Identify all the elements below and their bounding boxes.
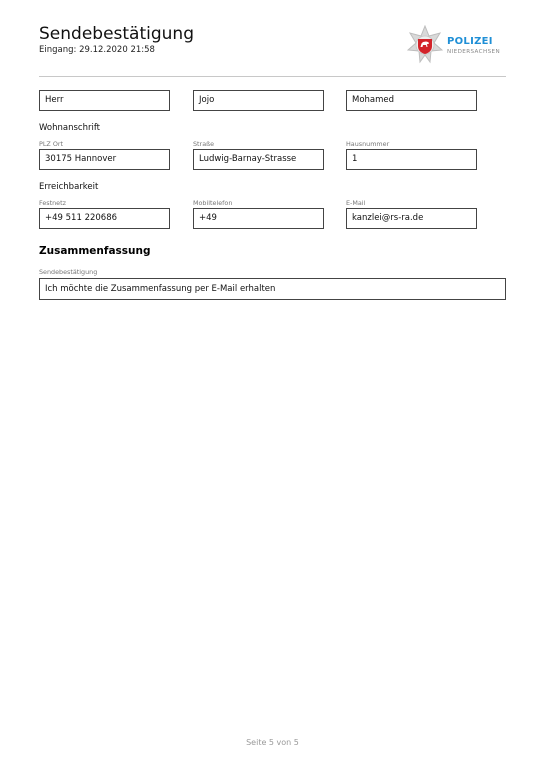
logo-text-state: NIEDERSACHSEN — [447, 49, 501, 55]
confirmation-field: Ich möchte die Zusammenfassung per E-Mail erhalten — [39, 278, 506, 300]
mobile-field: +49 — [193, 208, 324, 229]
zip-city-label: PLZ Ort — [39, 140, 63, 148]
received-timestamp: Eingang: 29.12.2020 21:58 — [39, 45, 155, 55]
email-label: E-Mail — [346, 199, 366, 207]
page-number: Seite 5 von 5 — [246, 738, 299, 747]
zip-city-field: 30175 Hannover — [39, 149, 170, 170]
landline-field: +49 511 220686 — [39, 208, 170, 229]
email-field: kanzlei@rs-ra.de — [346, 208, 477, 229]
landline-label: Festnetz — [39, 199, 66, 207]
first-name-field: Jojo — [193, 90, 324, 111]
house-number-field: 1 — [346, 149, 477, 170]
house-number-label: Hausnummer — [346, 140, 390, 148]
contact-section-label: Erreichbarkeit — [39, 182, 99, 192]
salutation-field: Herr — [39, 90, 170, 111]
last-name-field: Mohamed — [346, 90, 477, 111]
street-field: Ludwig-Barnay-Strasse — [193, 149, 324, 170]
logo-text-police: POLIZEI — [447, 36, 493, 47]
confirmation-label: Sendebestätigung — [39, 268, 98, 276]
header-divider — [39, 76, 506, 77]
address-section-label: Wohnanschrift — [39, 123, 100, 133]
police-star-icon — [407, 25, 443, 65]
police-logo — [405, 23, 515, 67]
summary-heading: Zusammenfassung — [39, 245, 151, 257]
page-title: Sendebestätigung — [39, 24, 194, 44]
mobile-label: Mobiltelefon — [193, 199, 233, 207]
street-label: Straße — [193, 140, 215, 148]
